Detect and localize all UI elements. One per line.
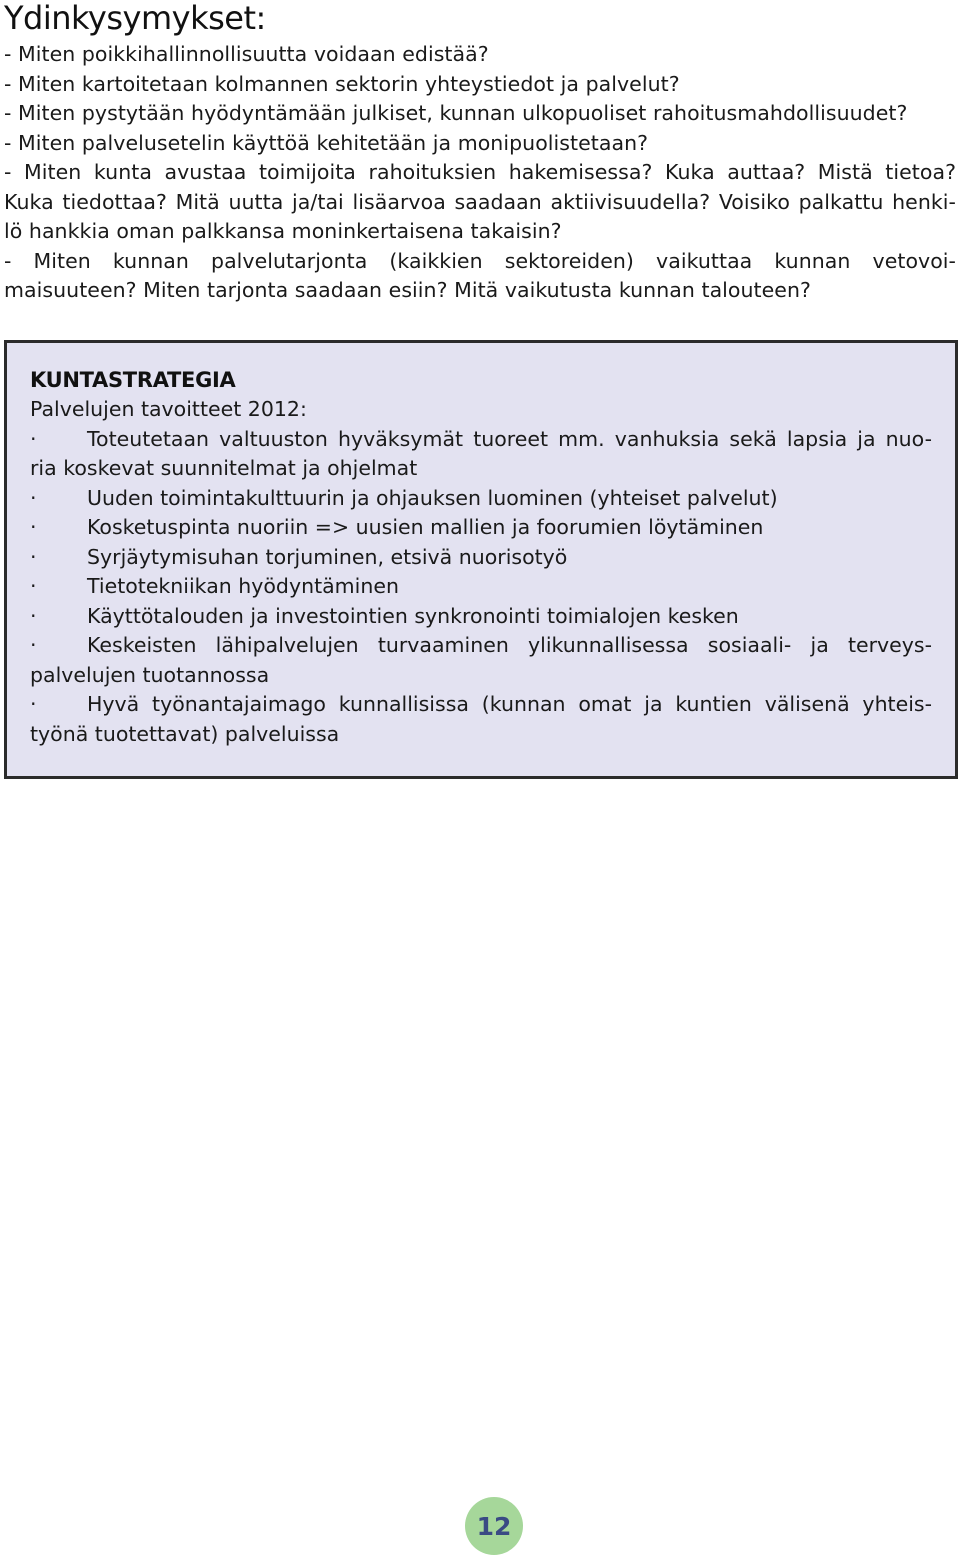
strategy-item: [30, 631, 932, 661]
strategy-item: [30, 513, 932, 543]
question-line: - Miten kunnan palvelutarjonta (kaikkien sektoreiden) vaikuttaa kunnan vetovoi-: [4, 248, 956, 273]
strategy-item-text: Hyvä työnantajaimago kunnallisissa (kunnan omat ja kuntien välisenä yhteis-: [87, 692, 932, 716]
question-line: maisuuteen? Miten tarjonta saadaan esiin? Mitä vaikutusta kunnan talouteen?: [4, 278, 811, 302]
question-line: - Miten kartoitetaan kolmannen sektorin yhteystiedot ja palvelut?: [4, 71, 680, 96]
strategy-item-text: Uuden toimintakulttuurin ja ohjauksen luominen (yhteiset palvelut): [87, 485, 778, 510]
strategy-title: KUNTASTRATEGIA: [30, 368, 236, 392]
strategy-item: [30, 425, 932, 455]
question-line: - Miten kunta avustaa toimijoita rahoituksien hakemisessa? Kuka auttaa? Mistä tietoa?: [4, 160, 956, 184]
strategy-item-continuation: palvelujen tuotannossa: [30, 662, 270, 687]
strategy-item-text: Tietotekniikan hyödyntäminen: [87, 574, 399, 598]
question-line: - Miten palvelusetelin käyttöä kehitetään ja monipuolistetaan?: [4, 130, 649, 155]
bullet-dot: ·: [30, 692, 37, 716]
bullet-dot: ·: [30, 544, 37, 569]
strategy-item: [30, 572, 932, 602]
strategy-item: [30, 543, 932, 573]
page-number: 12: [476, 1511, 512, 1541]
bullet-dot: ·: [30, 603, 37, 628]
question-line: - Miten pystytään hyödyntämään julkiset, kunnan ulkopuoliset rahoitusmahdollisuudet?: [4, 101, 908, 125]
bullet-dot: ·: [30, 633, 37, 657]
bullet-dot: ·: [30, 574, 37, 598]
strategy-item-continuation: ria koskevat suunnitelmat ja ohjelmat: [30, 456, 418, 480]
strategy-item: [30, 484, 932, 514]
strategy-item-text: Syrjäytymisuhan torjuminen, etsivä nuorisotyö: [87, 544, 568, 569]
strategy-item: [30, 602, 932, 632]
page-heading: Ydinkysymykset:: [4, 0, 266, 37]
bullet-dot: ·: [30, 426, 37, 451]
strategy-subtitle: Palvelujen tavoitteet 2012:: [30, 397, 307, 421]
question-list: [4, 40, 956, 306]
question-line: lö hankkia oman palkkansa moninkertaisena takaisin?: [4, 219, 562, 243]
page-number-badge: [465, 1497, 523, 1555]
bullet-dot: ·: [30, 515, 37, 539]
strategy-item-text: Keskeisten lähipalvelujen turvaaminen ylikunnallisessa sosiaali- ja terveys-: [87, 633, 932, 657]
strategy-item-continuation: työnä tuotettavat) palveluissa: [30, 721, 340, 746]
strategy-content: [30, 365, 932, 749]
question-line: Kuka tiedottaa? Mitä uutta ja/tai lisäarvoa saadaan aktiivisuudella? Voisiko palkattu henki-: [4, 189, 956, 214]
strategy-item-text: Toteutetaan valtuuston hyväksymät tuoreet mm. vanhuksia sekä lapsia ja nuo-: [87, 426, 932, 451]
strategy-box: [4, 340, 958, 779]
bullet-dot: ·: [30, 485, 37, 510]
strategy-item-text: Kosketuspinta nuoriin => uusien mallien ja foorumien löytäminen: [87, 515, 764, 539]
strategy-item-text: Käyttötalouden ja investointien synkronointi toimialojen kesken: [87, 603, 739, 628]
strategy-item: [30, 690, 932, 720]
question-line: - Miten poikkihallinnollisuutta voidaan edistää?: [4, 42, 489, 66]
